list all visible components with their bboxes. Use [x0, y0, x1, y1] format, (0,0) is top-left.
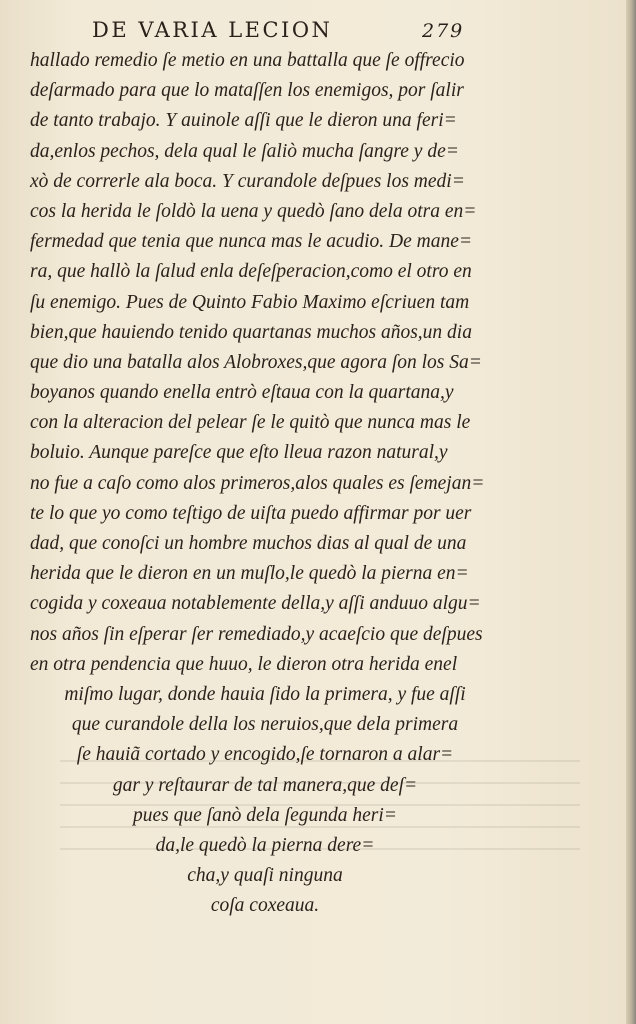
text-line: te lo que yo como teſtigo de uiſta puedo affirmar por uer — [30, 502, 472, 524]
text-line: dad, que conoſci un hombre muchos dias al qual de una — [30, 533, 467, 554]
text-line-taper: da,le quedò la pierna dere= — [155, 834, 375, 856]
text-line: no fue a caſo como alos primeros,alos quales es ſemejan= — [30, 472, 485, 494]
text-line: deſarmado para que lo mataſſen los enemigos, por ſalir — [30, 80, 464, 102]
text-line: hallado remedio ſe metio en una battalla que ſe offrecio — [30, 50, 465, 71]
text-line: ra, que hallò la ſalud enla deſeſperacion,como el otro en — [30, 261, 472, 283]
text-line: bien,que hauiendo tenido quartanas muchos años,un dia — [30, 321, 472, 343]
text-line: da,enlos pechos, dela qual le ſaliò mucha ſangre y de= — [30, 140, 459, 162]
text-line: de tanto trabajo. Y auinole aſſi que le dieron una feri= — [30, 110, 457, 132]
text-line-taper: cha,y quaſi ninguna — [187, 865, 343, 887]
text-line: fermedad que tenia que nunca mas le acudio. De mane= — [30, 231, 473, 253]
page-number: 279 — [422, 20, 465, 42]
text-line-taper: ſe hauiã cortado y encogido,ſe tornaron a alar= — [76, 744, 454, 766]
text-line: xò de correrle ala boca. Y curandole deſpues los medi= — [30, 170, 465, 192]
text-line: boyanos quando enella entrò eſtaua con la quartana,y — [30, 382, 454, 404]
text-line-taper: pues que ſanò dela ſegunda heri= — [133, 804, 397, 826]
body-text — [30, 46, 500, 921]
text-line: que dio una batalla alos Alobroxes,que agora ſon los Sa= — [30, 351, 482, 373]
page-edge — [626, 0, 636, 1024]
text-line-taper: coſa coxeaua. — [210, 895, 320, 917]
page-header — [0, 14, 628, 44]
text-line: boluio. Aunque pareſce que eſto lleua razon natural,y — [30, 442, 448, 464]
running-title: DE VARIA LECION — [92, 18, 333, 42]
text-line: herida que le dieron en un muſlo,le quedò la pierna en= — [30, 563, 469, 585]
text-line: ſu enemigo. Pues de Quinto Fabio Maximo eſcriuen tam — [30, 291, 470, 313]
text-line: cos la herida le ſoldò la uena y quedò ſano dela otra en= — [30, 200, 477, 222]
text-line: con la alteracion del pelear ſe le quitò que nunca mas le — [30, 412, 471, 434]
text-line-taper: gar y reſtaurar de tal manera,que deſ= — [112, 774, 418, 796]
text-line-taper: miſmo lugar, donde hauia ſido la primera, y fue aſſi — [64, 683, 466, 705]
text-line: nos años ſin eſperar ſer remediado,y acaeſcio que deſpues — [30, 623, 483, 645]
text-line: en otra pendencia que huuo, le dieron otra herida enel — [30, 653, 458, 675]
text-line: cogida y coxeaua notablemente della,y aſſi anduuo algu= — [30, 593, 481, 615]
text-line-taper: que curandole della los neruios,que dela primera — [71, 714, 459, 736]
